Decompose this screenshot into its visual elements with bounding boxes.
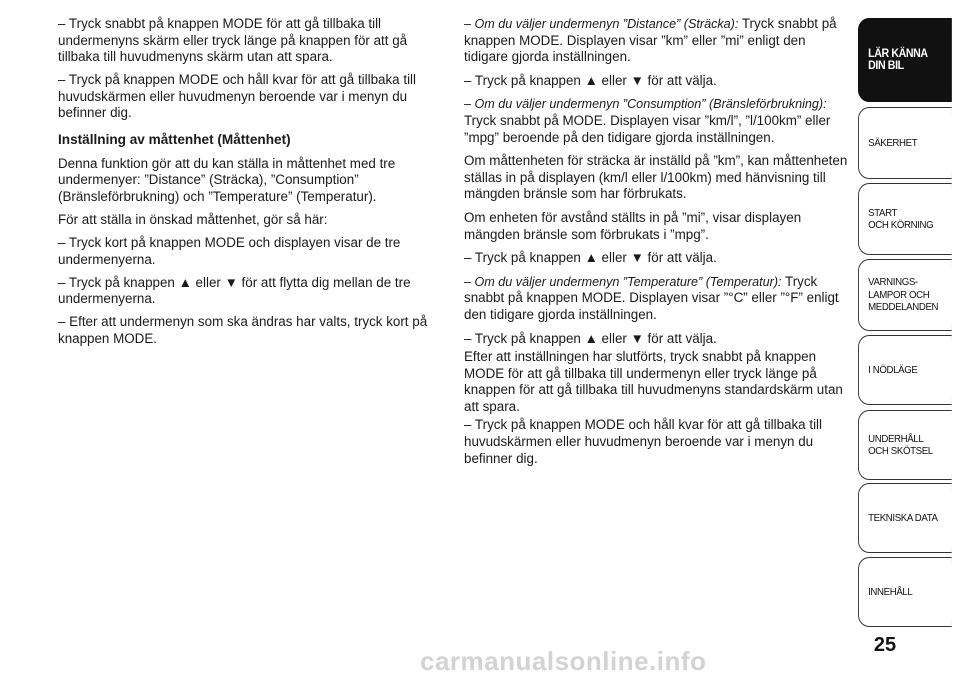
tab-lar-kanna-din-bil[interactable]: LÄR KÄNNA DIN BIL: [858, 18, 952, 102]
paragraph: – Tryck på knappen ▲ eller ▼ för att välja.: [464, 330, 717, 346]
paragraph: Efter att inställningen har slutförts, tryck snabbt på knappen MODE för att gå tillbaka till undermenyn eller tryck länge på knappen för att gå tillbaka till huvudmenyns standardskärm utan att spara.: [464, 349, 843, 414]
left-text-column: [58, 16, 443, 354]
tab-sakerhet[interactable]: SÄKERHET: [858, 107, 952, 179]
paragraph: – Tryck snabbt på knappen MODE för att gå tillbaka till undermenyns skärm eller tryck länge på knappen för att gå tillbaka till huvudmenyns skärm utan att spara.: [58, 16, 408, 65]
watermark: carmanualsonline.info: [420, 646, 707, 676]
tab-tekniska-data[interactable]: TEKNISKA DATA: [858, 483, 952, 553]
paragraph: – Efter att undermenyn som ska ändras har valts, tryck kort på knappen MODE.: [58, 314, 428, 346]
paragraph: – Tryck på knappen ▲ eller ▼ för att välja.: [464, 250, 717, 266]
submenu-label: – Om du väljer undermenyn ”Temperature” (Temperatur):: [464, 274, 782, 289]
section-heading: Inställning av måttenhet (Måttenhet): [58, 132, 291, 148]
paragraph: – Tryck på knappen ▲ eller ▼ för att välja.: [464, 72, 717, 88]
right-text-column: [464, 16, 848, 474]
tab-varningslampor[interactable]: VARNINGS- LAMPOR OCH MEDDELANDEN: [858, 259, 952, 331]
paragraph: Om enheten för avstånd ställts in på ”mi”, visar displayen mängden bränsle som förbrukats i ”mpg”.: [464, 209, 802, 242]
paragraph: [464, 274, 848, 324]
tab-i-nodlage[interactable]: I NÖDLÄGE: [858, 335, 952, 405]
chapter-tabs: [858, 0, 960, 640]
paragraph-text: Tryck snabbt på knappen MODE. Displayen visar ”km” eller ”mi” enligt den tidigare gjorda inställningen.: [464, 16, 837, 65]
submenu-label: – Om du väljer undermenyn ”Consumption” (Bränsleförbrukning):: [464, 97, 827, 112]
paragraph: – Tryck på knappen MODE och håll kvar för att gå tillbaka till huvudskärmen eller huvudmenyn beroende var i menyn du befinner dig.: [464, 417, 822, 466]
paragraph: [464, 16, 848, 66]
paragraph: – Tryck på knappen ▲ eller ▼ för att flytta dig mellan de tre undermenyerna.: [58, 274, 411, 307]
tab-start-och-korning[interactable]: START OCH KÖRNING: [858, 183, 952, 255]
paragraph: – Tryck på knappen MODE och håll kvar för att gå tillbaka till huvudskärmen eller huvudmenyn beroende var i menyn du befinner dig.: [58, 72, 416, 121]
paragraph: – Tryck kort på knappen MODE och displayen visar de tre undermenyerna.: [58, 235, 401, 267]
tab-underhall-och-skotsel[interactable]: UNDERHÅLL OCH SKÖTSEL: [858, 410, 952, 480]
paragraph-text: Tryck snabbt på MODE. Displayen visar ”km/l”, ”l/100km” eller ”mpg” beroende på den tidigare gjorda inställningen.: [464, 112, 831, 145]
submenu-label: – Om du väljer undermenyn ”Distance” (Sträcka):: [464, 17, 739, 31]
paragraph: [464, 96, 848, 146]
tab-innehall[interactable]: INNEHÅLL: [858, 557, 952, 627]
paragraph: Om måttenheten för sträcka är inställd på ”km”, kan måttenheten ställas in på displayen (km/l eller l/100km) med hänvisning till mängden bränsle som har förbrukats.: [464, 153, 848, 202]
page-number: 25: [873, 634, 897, 656]
paragraph: För att ställa in önskad måttenhet, gör så här:: [58, 211, 328, 227]
paragraph-text: Tryck snabbt på knappen MODE. Displayen visar ”°C” eller ”°F” enligt den tidigare gjorda inställningen.: [464, 273, 839, 322]
paragraph: Denna funktion gör att du kan ställa in måttenhet med tre undermenyer: ”Distance” (Sträcka), ”Consumption” (Bränsleförbrukning) och ”Temperature” (Temperatur).: [58, 155, 396, 204]
